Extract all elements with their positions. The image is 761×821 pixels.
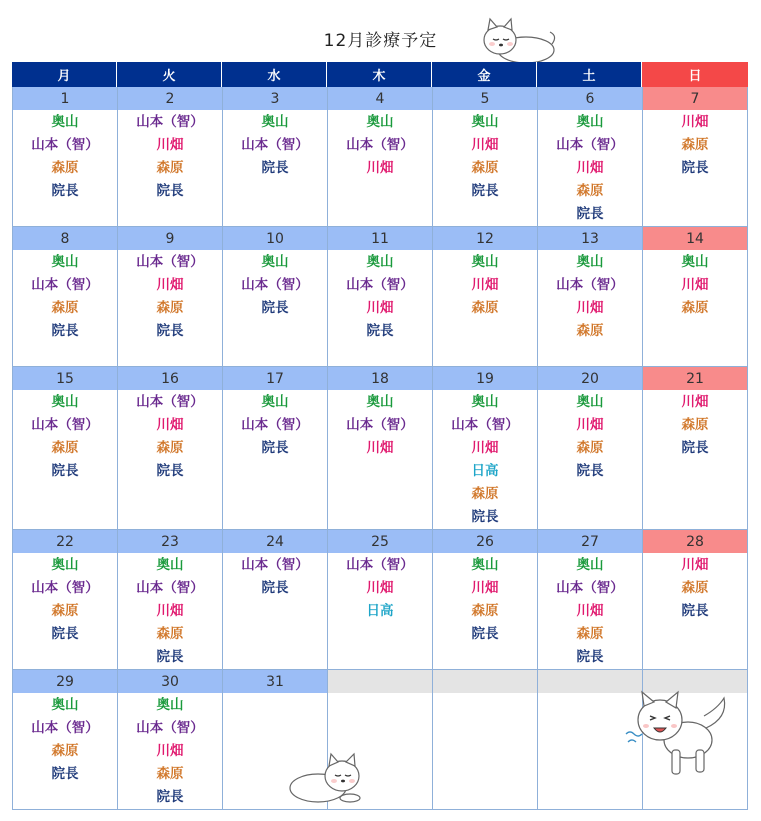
doctor-name: 奥山	[156, 697, 184, 713]
doctor-name: 川畑	[471, 440, 499, 456]
doctor-name: 山本（智）	[556, 580, 624, 596]
day-cell	[117, 87, 222, 227]
date-number: 15	[13, 367, 117, 390]
doctor-name: 奥山	[471, 394, 499, 410]
day-cell	[117, 227, 222, 367]
doctor-name: 山本（智）	[346, 557, 414, 573]
week-row	[12, 87, 748, 227]
day-cell	[642, 367, 748, 530]
doctor-name: 川畑	[471, 580, 499, 596]
doctor-name: 森原	[156, 626, 184, 642]
date-number: 7	[643, 87, 747, 110]
doctor-list	[118, 390, 222, 483]
doctor-name: 森原	[51, 603, 79, 619]
doctor-name: 院長	[51, 766, 79, 782]
doctor-name: 森原	[156, 300, 184, 316]
doctor-list	[223, 250, 327, 320]
doctor-name: 院長	[576, 649, 604, 665]
doctor-name: 奥山	[576, 394, 604, 410]
doctor-name: 奥山	[471, 254, 499, 270]
date-number: 5	[433, 87, 537, 110]
shaking-dog-icon	[622, 688, 734, 780]
doctor-name: 川畑	[576, 160, 604, 176]
doctor-name: 川畑	[681, 114, 709, 130]
doctor-list	[328, 553, 432, 623]
date-number: 25	[328, 530, 432, 553]
date-number: 24	[223, 530, 327, 553]
doctor-name: 奥山	[51, 114, 79, 130]
day-cell	[117, 670, 222, 810]
doctor-name: 森原	[51, 743, 79, 759]
doctor-name: 奥山	[51, 394, 79, 410]
doctor-name: 院長	[471, 509, 499, 525]
doctor-name: 山本（智）	[241, 137, 309, 153]
doctor-name: 川畑	[471, 277, 499, 293]
doctor-list	[328, 390, 432, 460]
doctor-name: 奥山	[576, 557, 604, 573]
doctor-name: 森原	[51, 300, 79, 316]
day-cell	[537, 530, 642, 670]
doctor-name: 奥山	[366, 394, 394, 410]
doctor-name: 奥山	[471, 114, 499, 130]
date-number: 4	[328, 87, 432, 110]
date-number	[328, 670, 432, 693]
doctor-list	[13, 250, 117, 343]
doctor-list	[643, 250, 747, 320]
doctor-name: 森原	[156, 766, 184, 782]
date-number: 20	[538, 367, 642, 390]
day-cell	[12, 530, 117, 670]
doctor-list	[13, 693, 117, 786]
doctor-name: 奥山	[261, 254, 289, 270]
doctor-name: 川畑	[576, 417, 604, 433]
doctor-name: 日高	[471, 463, 499, 479]
sleeping-dog-icon	[478, 14, 558, 66]
doctor-list	[538, 250, 642, 343]
doctor-name: 森原	[156, 440, 184, 456]
weekday-header-4: 金	[432, 62, 537, 87]
doctor-name: 奥山	[51, 254, 79, 270]
doctor-name: 森原	[156, 160, 184, 176]
doctor-name: 奥山	[681, 254, 709, 270]
doctor-name: 山本（智）	[136, 254, 204, 270]
doctor-name: 山本（智）	[556, 137, 624, 153]
date-number: 22	[13, 530, 117, 553]
date-number: 18	[328, 367, 432, 390]
doctor-name: 院長	[51, 183, 79, 199]
doctor-name: 森原	[51, 440, 79, 456]
doctor-list	[118, 553, 222, 669]
doctor-name: 川畑	[681, 277, 709, 293]
doctor-name: 森原	[471, 160, 499, 176]
doctor-name: 院長	[156, 183, 184, 199]
doctor-name: 院長	[681, 603, 709, 619]
doctor-name: 院長	[156, 323, 184, 339]
doctor-name: 院長	[51, 463, 79, 479]
day-cell	[327, 367, 432, 530]
doctor-name: 森原	[576, 183, 604, 199]
doctor-name: 森原	[681, 580, 709, 596]
doctor-name: 川畑	[471, 137, 499, 153]
date-number: 17	[223, 367, 327, 390]
doctor-list	[118, 693, 222, 809]
doctor-name: 川畑	[366, 580, 394, 596]
doctor-list	[538, 110, 642, 226]
doctor-name: 川畑	[576, 603, 604, 619]
doctor-name: 森原	[576, 626, 604, 642]
doctor-name: 山本（智）	[136, 720, 204, 736]
doctor-name: 山本（智）	[136, 580, 204, 596]
day-cell	[222, 530, 327, 670]
date-number: 30	[118, 670, 222, 693]
doctor-name: 院長	[51, 323, 79, 339]
day-cell	[537, 227, 642, 367]
doctor-name: 川畑	[156, 743, 184, 759]
doctor-list	[643, 110, 747, 180]
doctor-list	[223, 110, 327, 180]
doctor-name: 森原	[681, 300, 709, 316]
doctor-name: 院長	[681, 440, 709, 456]
day-cell	[432, 87, 537, 227]
doctor-name: 院長	[471, 626, 499, 642]
weekday-header	[12, 62, 748, 87]
doctor-name: 森原	[576, 323, 604, 339]
weekday-header-1: 火	[117, 62, 222, 87]
day-cell	[537, 87, 642, 227]
doctor-name: 山本（智）	[136, 394, 204, 410]
doctor-name: 院長	[576, 463, 604, 479]
doctor-name: 山本（智）	[31, 137, 99, 153]
doctor-list	[643, 553, 747, 623]
doctor-name: 川畑	[156, 603, 184, 619]
doctor-name: 院長	[261, 440, 289, 456]
doctor-name: 山本（智）	[31, 720, 99, 736]
doctor-name: 山本（智）	[346, 417, 414, 433]
doctor-name: 院長	[261, 160, 289, 176]
doctor-name: 院長	[261, 300, 289, 316]
date-number: 21	[643, 367, 747, 390]
date-number: 31	[223, 670, 327, 693]
doctor-name: 山本（智）	[31, 417, 99, 433]
doctor-name: 奥山	[576, 254, 604, 270]
doctor-name: 森原	[681, 417, 709, 433]
week-row	[12, 367, 748, 530]
date-number: 11	[328, 227, 432, 250]
date-number: 16	[118, 367, 222, 390]
day-cell	[12, 670, 117, 810]
doctor-name: 川畑	[156, 417, 184, 433]
date-number: 13	[538, 227, 642, 250]
doctor-name: 院長	[261, 580, 289, 596]
doctor-name: 川畑	[576, 300, 604, 316]
doctor-list	[118, 250, 222, 343]
day-cell	[117, 367, 222, 530]
doctor-list	[328, 250, 432, 343]
doctor-name: 奥山	[51, 557, 79, 573]
date-number: 12	[433, 227, 537, 250]
doctor-list	[118, 110, 222, 203]
date-number: 19	[433, 367, 537, 390]
doctor-list	[538, 553, 642, 669]
weekday-header-5: 土	[537, 62, 642, 87]
doctor-list	[223, 693, 327, 694]
doctor-list	[328, 110, 432, 180]
doctor-list	[538, 390, 642, 483]
doctor-list	[433, 553, 537, 646]
day-cell	[222, 227, 327, 367]
doctor-name: 山本（智）	[136, 114, 204, 130]
doctor-name: 日高	[366, 603, 394, 619]
day-cell	[537, 367, 642, 530]
doctor-name: 森原	[681, 137, 709, 153]
date-number: 1	[13, 87, 117, 110]
doctor-name: 川畑	[366, 160, 394, 176]
day-cell	[222, 87, 327, 227]
date-number: 8	[13, 227, 117, 250]
weekday-header-2: 水	[222, 62, 327, 87]
doctor-name: 山本（智）	[346, 277, 414, 293]
doctor-list	[433, 110, 537, 203]
doctor-name: 奥山	[156, 557, 184, 573]
doctor-list	[433, 693, 537, 694]
date-number: 27	[538, 530, 642, 553]
date-number: 14	[643, 227, 747, 250]
day-cell	[117, 530, 222, 670]
day-cell	[642, 87, 748, 227]
doctor-name: 森原	[576, 440, 604, 456]
weekday-header-0: 月	[12, 62, 117, 87]
day-cell	[642, 227, 748, 367]
date-number	[433, 670, 537, 693]
doctor-name: 山本（智）	[346, 137, 414, 153]
doctor-name: 山本（智）	[451, 417, 519, 433]
day-cell	[327, 530, 432, 670]
doctor-name: 奥山	[366, 254, 394, 270]
day-cell	[432, 227, 537, 367]
day-cell	[222, 367, 327, 530]
doctor-list	[13, 110, 117, 203]
doctor-name: 山本（智）	[556, 277, 624, 293]
day-cell	[432, 367, 537, 530]
doctor-list	[13, 390, 117, 483]
doctor-name: 川畑	[156, 137, 184, 153]
doctor-name: 川畑	[681, 394, 709, 410]
day-cell	[642, 530, 748, 670]
doctor-list	[223, 553, 327, 600]
weekday-header-3: 木	[327, 62, 432, 87]
doctor-list	[223, 390, 327, 460]
day-cell	[12, 227, 117, 367]
doctor-list	[433, 390, 537, 529]
date-number: 28	[643, 530, 747, 553]
doctor-list	[643, 390, 747, 460]
doctor-name: 奥山	[366, 114, 394, 130]
page-title: 12月診療予定	[323, 31, 438, 51]
doctor-name: 奥山	[471, 557, 499, 573]
doctor-name: 院長	[576, 206, 604, 222]
doctor-name: 院長	[681, 160, 709, 176]
day-cell	[432, 670, 537, 810]
doctor-name: 院長	[156, 463, 184, 479]
doctor-name: 院長	[471, 183, 499, 199]
doctor-list	[433, 250, 537, 320]
doctor-name: 森原	[471, 300, 499, 316]
date-number: 6	[538, 87, 642, 110]
day-cell	[12, 87, 117, 227]
day-cell	[12, 367, 117, 530]
doctor-name: 川畑	[681, 557, 709, 573]
date-number: 10	[223, 227, 327, 250]
doctor-name: 山本（智）	[31, 580, 99, 596]
date-number: 29	[13, 670, 117, 693]
day-cell	[432, 530, 537, 670]
doctor-name: 川畑	[156, 277, 184, 293]
doctor-name: 奥山	[51, 697, 79, 713]
doctor-list	[13, 553, 117, 646]
doctor-name: 森原	[471, 603, 499, 619]
doctor-name: 院長	[51, 626, 79, 642]
doctor-name: 川畑	[366, 440, 394, 456]
day-cell	[327, 87, 432, 227]
doctor-name: 奥山	[261, 394, 289, 410]
doctor-name: 山本（智）	[31, 277, 99, 293]
doctor-name: 山本（智）	[241, 277, 309, 293]
doctor-name: 山本（智）	[241, 417, 309, 433]
doctor-name: 院長	[366, 323, 394, 339]
date-number: 2	[118, 87, 222, 110]
doctor-name: 山本（智）	[241, 557, 309, 573]
doctor-name: 奥山	[261, 114, 289, 130]
weekday-header-6: 日	[642, 62, 748, 87]
doctor-name: 森原	[51, 160, 79, 176]
doctor-name: 院長	[156, 649, 184, 665]
doctor-name: 奥山	[576, 114, 604, 130]
week-row	[12, 530, 748, 670]
lying-dog-icon	[288, 748, 374, 806]
doctor-name: 川畑	[366, 300, 394, 316]
doctor-name: 院長	[156, 789, 184, 805]
date-number: 9	[118, 227, 222, 250]
date-number: 26	[433, 530, 537, 553]
date-number: 3	[223, 87, 327, 110]
date-number: 23	[118, 530, 222, 553]
day-cell	[327, 227, 432, 367]
doctor-name: 森原	[471, 486, 499, 502]
doctor-list	[328, 693, 432, 694]
week-row	[12, 227, 748, 367]
